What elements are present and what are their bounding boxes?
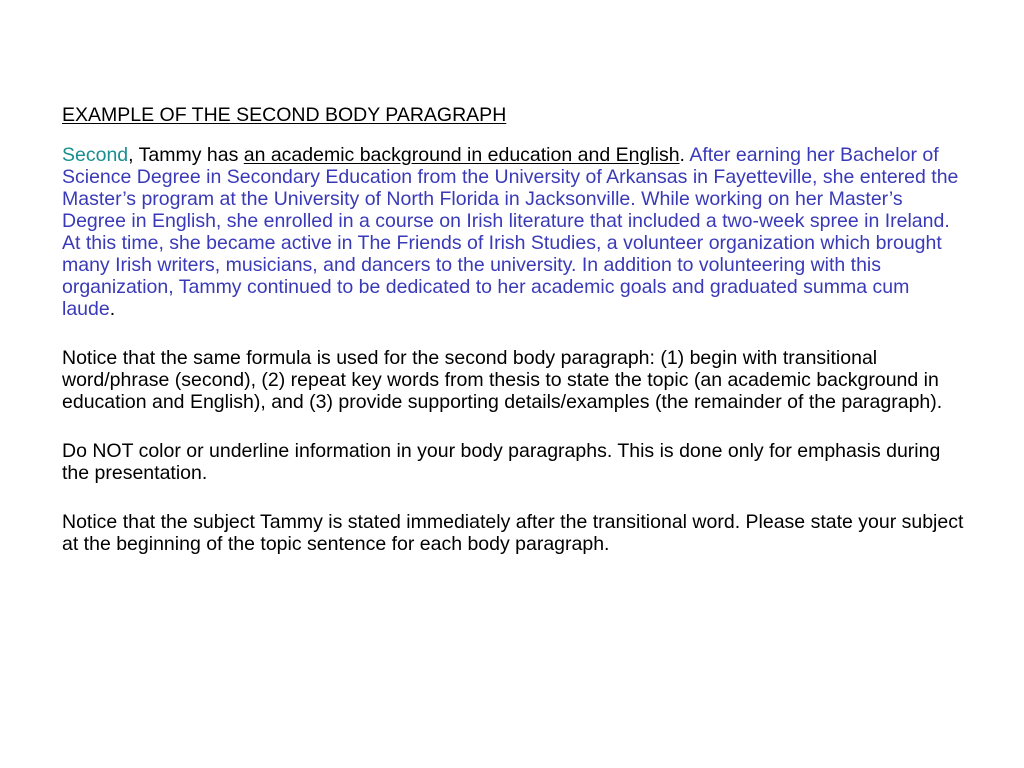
slide-heading: EXAMPLE OF THE SECOND BODY PARAGRAPH	[62, 104, 507, 126]
subject-text: , Tammy has	[128, 144, 244, 166]
note-no-color: Do NOT color or underline information in your body paragraphs. This is done only for emphasis during the presentation.	[62, 440, 941, 484]
note-subject: Notice that the subject Tammy is stated immediately after the transitional word. Please state your subject at the beginning of the topic sentence for each body paragraph.	[62, 511, 964, 555]
transition-word: Second	[62, 144, 129, 166]
supporting-details: After earning her Bachelor of Science Degree in Secondary Education from the University of Arkansas in Fayetteville, she entered the Master’s program at the University of North Florida in Jacksonville. While working on her Master’s Degree in English, she enrolled in a course on Irish literature that included a two-week spree in Ireland. At this time, she became active in The Friends of Irish Studies, a volunteer organization which brought many Irish writers, musicians, and dancers to the university. In addition to volunteering with this organization, Tammy continued to be dedicated to her academic goals and graduated summa cum laude	[62, 144, 959, 320]
topic-phrase: an academic background in education and English	[243, 144, 680, 166]
paragraph-end: .	[109, 298, 116, 320]
topic-end: .	[679, 144, 690, 166]
note-formula: Notice that the same formula is used for the second body paragraph: (1) begin with transitional word/phrase (second), (2) repeat key words from thesis to state the topic (an academic background in education and English), and (3) provide supporting details/examples (the remainder of the paragraph).	[62, 347, 943, 413]
example-paragraph	[62, 144, 964, 320]
